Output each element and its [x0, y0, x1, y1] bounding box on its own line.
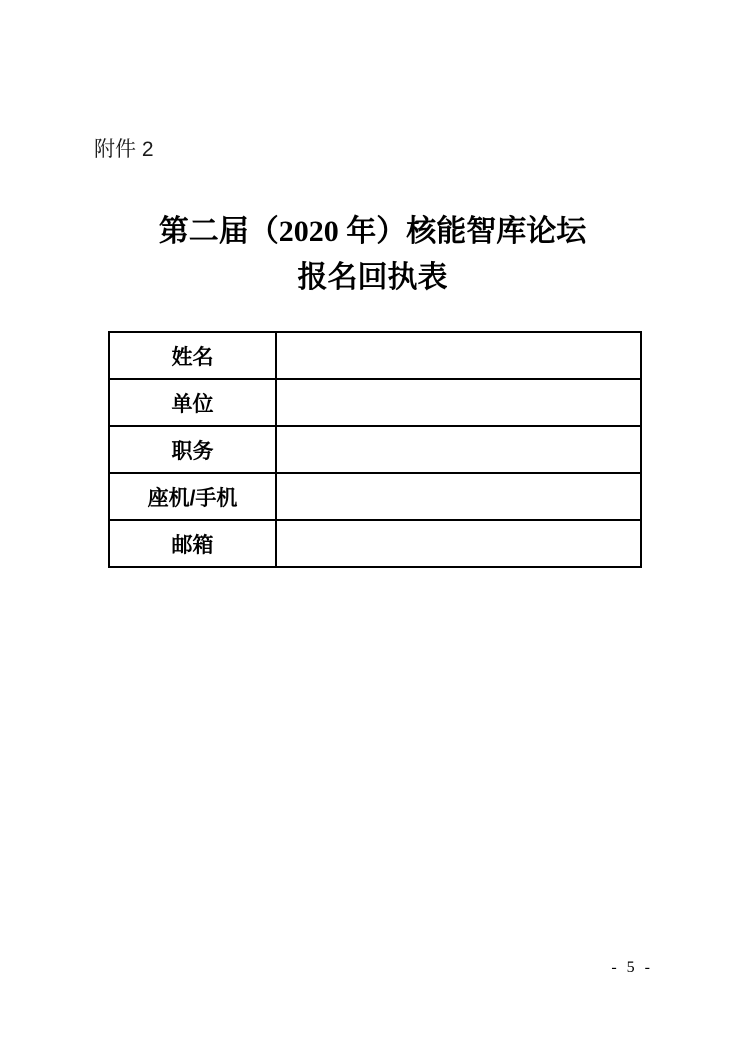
- registration-form-table: [108, 331, 642, 568]
- document-title: [0, 209, 745, 301]
- title-line-1: 第二届（2020 年）核能智库论坛: [158, 215, 587, 248]
- row-label-email: 邮箱: [109, 520, 276, 567]
- row-value-organization[interactable]: [276, 379, 641, 426]
- table-row-position: [109, 426, 641, 473]
- table-row-organization: [109, 379, 641, 426]
- row-label-organization: 单位: [109, 379, 276, 426]
- attachment-label: 附件 2: [94, 138, 154, 161]
- table-row-name: [109, 332, 641, 379]
- row-value-email[interactable]: [276, 520, 641, 567]
- table-row-email: [109, 520, 641, 567]
- row-value-position[interactable]: [276, 426, 641, 473]
- row-label-name: 姓名: [109, 332, 276, 379]
- row-label-position: 职务: [109, 426, 276, 473]
- row-label-phone: 座机/手机: [109, 473, 276, 520]
- page-number: - 5 -: [611, 959, 650, 976]
- row-value-name[interactable]: [276, 332, 641, 379]
- title-line-2: 报名回执表: [297, 261, 448, 294]
- row-value-phone[interactable]: [276, 473, 641, 520]
- table-row-phone: [109, 473, 641, 520]
